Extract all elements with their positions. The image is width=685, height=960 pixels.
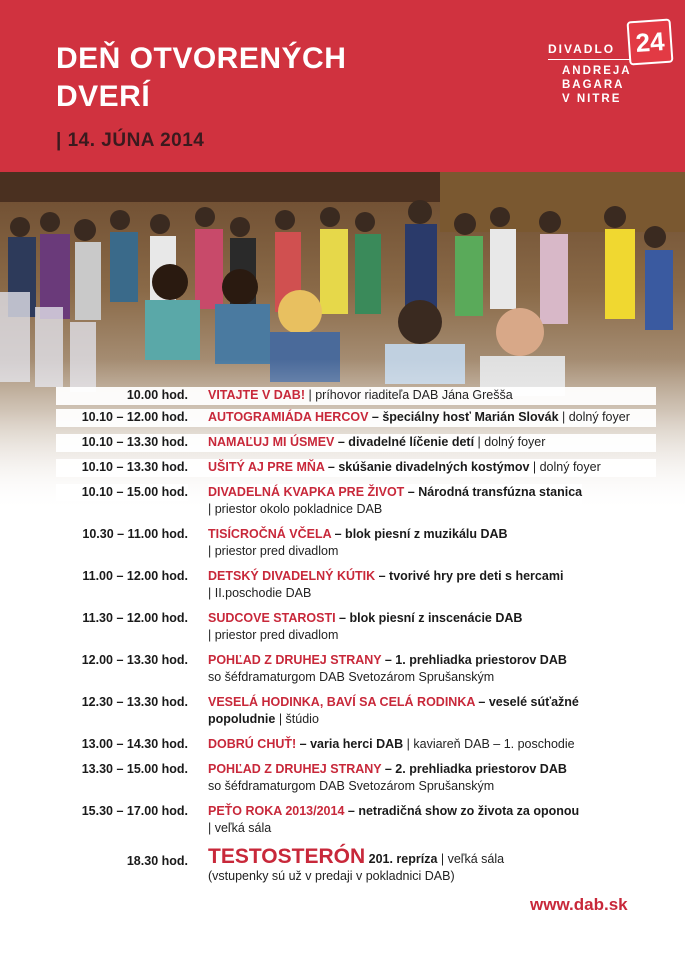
row-content xyxy=(208,409,630,426)
row-content xyxy=(208,610,522,644)
event-description: – divadelné líčenie detí xyxy=(334,435,475,449)
row-time: 11.30 – 12.00 hod. xyxy=(82,611,188,625)
event-description: – 2. prehliadka priestorov DAB xyxy=(381,762,567,776)
row-content xyxy=(208,526,508,560)
event-title: AUTOGRAMIÁDA HERCOV xyxy=(208,410,369,424)
event-description-continued: popoludnie xyxy=(208,712,276,726)
event-description: 201. repríza xyxy=(365,852,438,866)
event-title: TESTOSTERÓN xyxy=(208,845,366,868)
event-location: so šéfdramaturgom DAB Svetozárom Sprušanským xyxy=(208,779,495,793)
event-title: UŠITÝ AJ PRE MŇA xyxy=(208,460,325,474)
event-location: | veľká sála xyxy=(208,821,272,835)
row-content xyxy=(208,803,579,837)
header-banner xyxy=(0,0,685,172)
row-content xyxy=(208,761,567,795)
event-location: | dolný foyer xyxy=(529,460,601,474)
row-content xyxy=(208,459,601,476)
schedule-row xyxy=(56,434,656,452)
row-time: 13.30 – 15.00 hod. xyxy=(81,762,188,776)
logo-lines xyxy=(562,64,632,106)
logo-divider xyxy=(548,59,630,60)
row-time: 12.30 – 13.30 hod. xyxy=(81,695,188,709)
schedule-row xyxy=(56,387,656,405)
row-content xyxy=(208,694,579,728)
row-time: 12.00 – 13.30 hod. xyxy=(81,653,188,667)
event-location: | priestor pred divadlom xyxy=(208,628,339,642)
row-time: 10.10 – 12.00 hod. xyxy=(81,410,188,424)
event-title: PEŤO ROKA 2013/2014 xyxy=(208,804,345,818)
event-title: POHĽAD Z DRUHEJ STRANY xyxy=(208,762,382,776)
row-time: 15.30 – 17.00 hod. xyxy=(81,804,188,818)
row-content xyxy=(208,736,575,753)
event-location: | priestor okolo pokladnice DAB xyxy=(208,502,383,516)
row-time: 11.00 – 12.00 hod. xyxy=(82,569,188,583)
row-content xyxy=(208,484,582,518)
page-title xyxy=(56,40,456,116)
ticket-note: (vstupenky sú už v predaji v pokladnici DAB) xyxy=(208,869,455,883)
logo-line-3: V NITRE xyxy=(562,93,622,105)
row-time: 10.10 – 13.30 hod. xyxy=(81,435,188,449)
schedule-row xyxy=(56,459,656,477)
event-location: | veľká sála xyxy=(437,852,505,866)
event-description: – špeciálny hosť Marián Slovák xyxy=(368,410,559,424)
event-title: VESELÁ HODINKA, BAVÍ SA CELÁ RODINKA xyxy=(208,695,475,709)
logo-line-2: BAGARA xyxy=(562,79,625,91)
theatre-logo xyxy=(548,22,668,112)
event-title: SUDCOVE STAROSTI xyxy=(208,611,336,625)
event-title: DOBRÚ CHUŤ! xyxy=(208,737,297,751)
event-location: | priestor pred divadlom xyxy=(208,544,339,558)
row-content xyxy=(208,434,545,451)
event-location: so šéfdramaturgom DAB Svetozárom Sprušanským xyxy=(208,670,495,684)
logo-badge: 24 xyxy=(627,19,674,66)
event-title: DETSKÝ DIVADELNÝ KÚTIK xyxy=(208,569,376,583)
event-description: – 1. prehliadka priestorov DAB xyxy=(381,653,567,667)
event-description: – netradičná show zo života za oponou xyxy=(344,804,580,818)
website-link[interactable]: www.dab.sk xyxy=(530,895,628,914)
title-line-1: DEŇ OTVORENÝCH xyxy=(56,42,347,75)
row-content xyxy=(208,568,563,602)
event-location: | dolný foyer xyxy=(558,410,630,424)
row-time: 10.00 hod. xyxy=(126,388,188,402)
logo-line-1: ANDREJA xyxy=(562,65,632,77)
event-description: – Národná transfúzna stanica xyxy=(404,485,583,499)
event-location: | dolný foyer xyxy=(474,435,546,449)
event-description: – tvorivé hry pre deti s hercami xyxy=(375,569,564,583)
event-title: NAMAĽUJ MI ÚSMEV xyxy=(208,435,335,449)
event-date: | 14. JÚNA 2014 xyxy=(56,130,205,151)
row-time: 10.10 – 15.00 hod. xyxy=(56,484,188,501)
event-title: TISÍCROČNÁ VČELA xyxy=(208,527,332,541)
event-description: – blok piesní z muzikálu DAB xyxy=(331,527,508,541)
row-time: 13.00 – 14.30 hod. xyxy=(81,737,188,751)
row-content xyxy=(208,387,513,404)
row-time: 18.30 hod. xyxy=(126,854,188,868)
row-content xyxy=(208,845,505,885)
event-title: VITAJTE V DAB! xyxy=(208,388,305,402)
title-line-2: DVERÍ xyxy=(56,80,151,113)
event-location: | štúdio xyxy=(275,712,319,726)
event-description: – varia herci DAB xyxy=(296,737,404,751)
row-content xyxy=(208,652,567,686)
event-title: DIVADELNÁ KVAPKA PRE ŽIVOT xyxy=(208,485,405,499)
event-location: | II.poschodie DAB xyxy=(208,586,312,600)
event-description: – blok piesní z inscenácie DAB xyxy=(335,611,523,625)
event-location: | príhovor riaditeľa DAB Jána Grešša xyxy=(308,388,513,402)
event-description: – veselé súťažné xyxy=(474,695,579,709)
logo-top-text: DIVADLO xyxy=(548,42,616,56)
event-location: | kaviareň DAB – 1. poschodie xyxy=(403,737,575,751)
event-title: POHĽAD Z DRUHEJ STRANY xyxy=(208,653,382,667)
row-time: 10.30 – 11.00 hod. xyxy=(82,527,188,541)
row-time: 10.10 – 13.30 hod. xyxy=(81,460,188,474)
schedule-row xyxy=(56,409,656,427)
event-description: – skúšanie divadelných kostýmov xyxy=(324,460,530,474)
